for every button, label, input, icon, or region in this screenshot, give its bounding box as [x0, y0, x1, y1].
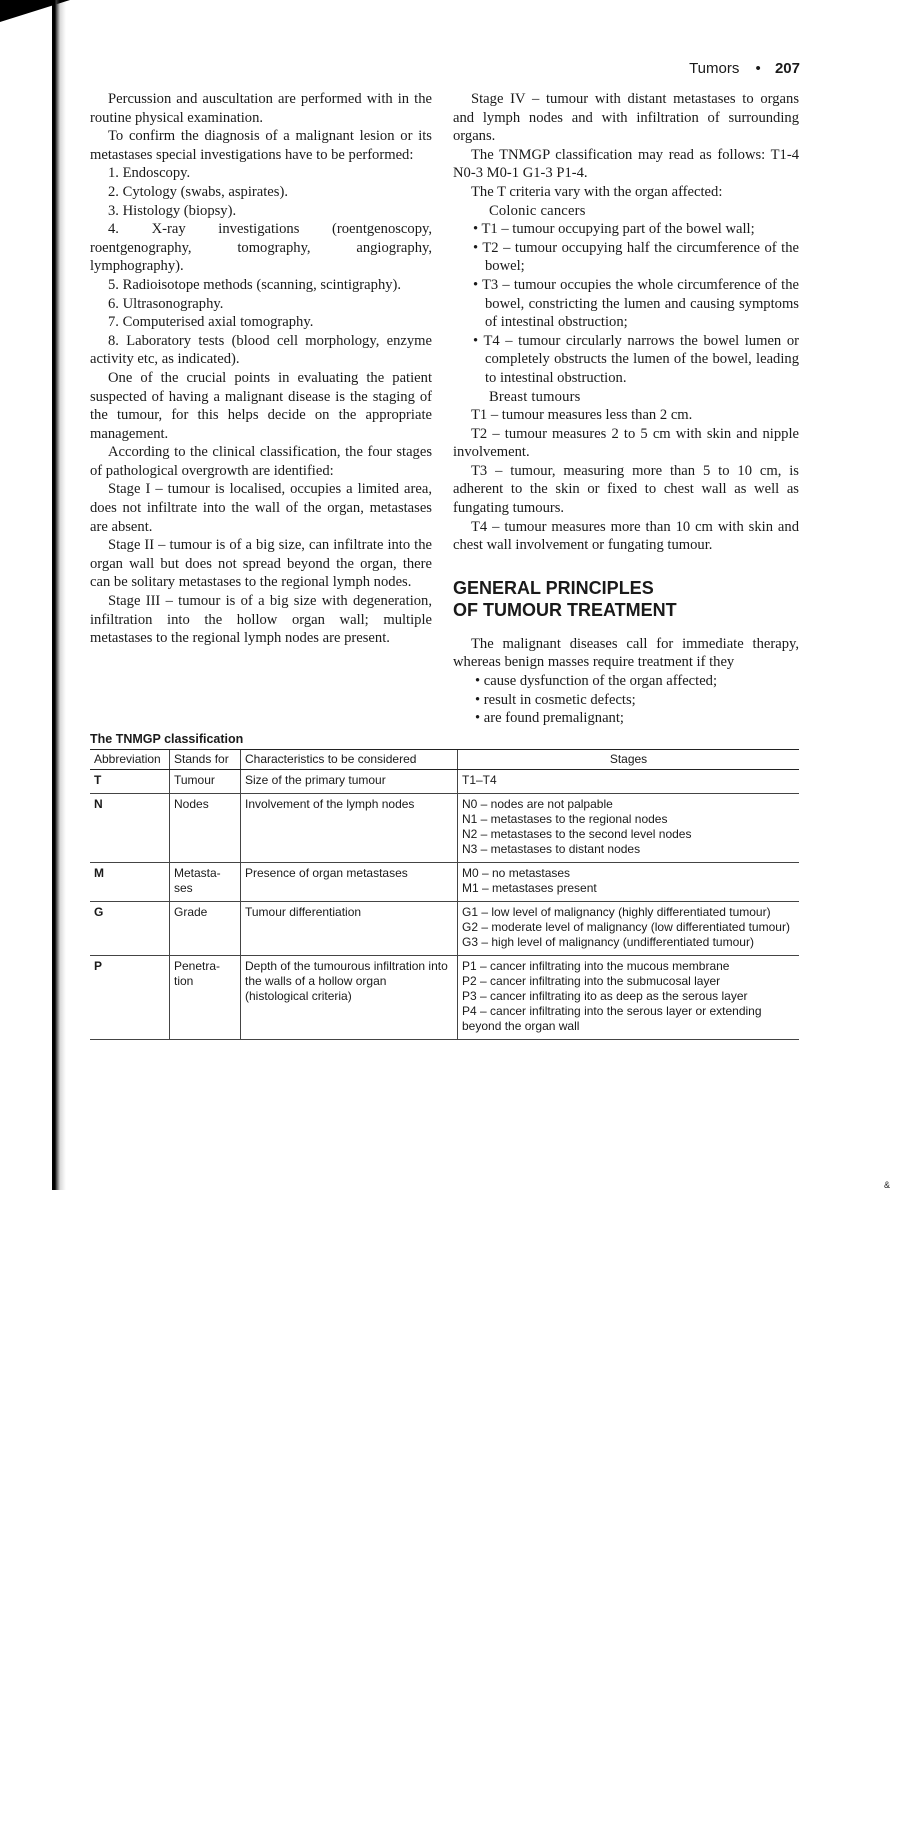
stages-cell: [458, 863, 800, 902]
list-item: • result in cosmetic defects;: [475, 691, 636, 708]
stage-line: G2 – moderate level of malignancy (low differentiated tumour): [462, 920, 790, 934]
list-item: • T2 – tumour occupying half the circumference of the bowel;: [473, 239, 799, 275]
running-title: Tumors: [689, 60, 740, 77]
list-item: • are found premalignant;: [475, 710, 624, 727]
paragraph: The T criteria vary with the organ affected:: [471, 183, 723, 200]
colonic-cancers-subtitle: Colonic cancers: [489, 202, 586, 219]
table-row: [90, 770, 799, 794]
heading-line: GENERAL PRINCIPLES: [453, 577, 654, 598]
header-separator: •: [755, 60, 761, 77]
right-column: [453, 90, 799, 728]
stage-line: M0 – no metastases: [462, 866, 571, 880]
abbreviation-cell: P: [90, 956, 170, 1040]
list-item: • T3 – tumour occupies the whole circumference of the bowel, constricting the lumen and causing symptoms of intestinal obstruction;: [473, 276, 799, 331]
stage-line: P4 – cancer infiltrating into the serous layer or extending beyond the organ wall: [462, 1004, 762, 1033]
table-row: [90, 794, 799, 863]
margin-mark: &: [884, 1180, 891, 1190]
characteristics-cell: Size of the primary tumour: [241, 770, 458, 794]
list-item: 7. Computerised axial tomography.: [108, 314, 314, 331]
characteristics-cell: Tumour differentiation: [241, 902, 458, 956]
page-number: 207: [774, 60, 800, 77]
abbreviation-cell: T: [90, 770, 170, 794]
running-header: [668, 60, 800, 82]
list-item: 2. Cytology (swabs, aspirates).: [108, 183, 288, 200]
paragraph: According to the clinical classification, the four stages of pathological overgrowth are identified:: [90, 444, 432, 479]
stands-for-cell: Penetra-tion: [170, 956, 241, 1040]
stands-for-cell: Metasta-ses: [170, 863, 241, 902]
stage-line: N1 – metastases to the regional nodes: [462, 812, 668, 826]
stage-2-paragraph: Stage II – tumour is of a big size, can infiltrate into the organ wall but does not spread beyond the organ, there can be solitary metastases to the regional lymph nodes.: [90, 537, 432, 591]
table-title: The TNMGP classification: [90, 732, 244, 746]
table-header-row: [90, 750, 799, 770]
list-item: 8. Laboratory tests (blood cell morphology, enzyme activity etc, as indicated).: [90, 332, 432, 368]
stands-for-cell: Tumour: [170, 770, 241, 794]
list-item: T2 – tumour measures 2 to 5 cm with skin and nipple involvement.: [453, 425, 799, 461]
list-item: T4 – tumour measures more than 10 cm with skin and chest wall involvement or fungating tumour.: [453, 518, 799, 554]
book-binding-shadow: [52, 0, 66, 1190]
abbreviation-cell: G: [90, 902, 170, 956]
paragraph: The TNMGP classification may read as follows: T1-4 N0-3 M0-1 G1-3 P1-4.: [453, 146, 799, 182]
list-item: 5. Radioisotope methods (scanning, scintigraphy).: [108, 276, 402, 293]
characteristics-cell: Involvement of the lymph nodes: [241, 794, 458, 863]
stage-line: N2 – metastases to the second level nodes: [462, 827, 692, 841]
abbreviation-cell: N: [90, 794, 170, 863]
paragraph: The malignant diseases call for immediate therapy, whereas benign masses require treatment if they: [453, 635, 799, 671]
section-heading: [453, 577, 799, 621]
stage-3-paragraph: Stage III – tumour is of a big size with degeneration, infiltration into the hollow organ wall; multiple metastases to the regional lymph nodes are present.: [90, 593, 432, 647]
paragraph: Percussion and auscultation are performed with in the routine physical examination.: [90, 91, 432, 126]
list-item: 6. Ultrasonography.: [108, 295, 224, 312]
stage-line: G1 – low level of malignancy (highly differentiated tumour): [462, 905, 771, 919]
column-header: Stands for: [170, 750, 241, 770]
stage-line: N3 – metastases to distant nodes: [462, 842, 641, 856]
stage-1-paragraph: Stage I – tumour is localised, occupies a limited area, does not infiltrate into the wall of the organ, metastases are absent.: [90, 481, 432, 535]
breast-tumours-subtitle: Breast tumours: [489, 388, 581, 405]
stage-line: N0 – nodes are not palpable: [462, 797, 613, 811]
heading-line: OF TUMOUR TREATMENT: [453, 599, 677, 620]
characteristics-cell: Depth of the tumourous infiltration into the walls of a hollow organ (histological criteria): [241, 956, 458, 1040]
table-row: [90, 956, 799, 1040]
stages-cell: [458, 956, 800, 1040]
column-header: Characteristics to be considered: [241, 750, 458, 770]
stage-line: P1 – cancer infiltrating into the mucous membrane: [462, 959, 730, 973]
stands-for-cell: Grade: [170, 902, 241, 956]
list-item: 1. Endoscopy.: [108, 165, 191, 182]
stage-line: G3 – high level of malignancy (undifferentiated tumour): [462, 935, 754, 949]
column-header: Stages: [458, 750, 800, 770]
stages-cell: [458, 794, 800, 863]
characteristics-cell: Presence of organ metastases: [241, 863, 458, 902]
table-row: [90, 902, 799, 956]
stage-line: M1 – metastases present: [462, 881, 597, 895]
stands-for-cell: Nodes: [170, 794, 241, 863]
table-row: [90, 863, 799, 902]
left-column: [90, 90, 432, 648]
column-header: Abbreviation: [90, 750, 170, 770]
stage-line: T1–T4: [462, 773, 497, 787]
list-item: T3 – tumour, measuring more than 5 to 10 cm, is adherent to the skin or fixed to chest wall as well as fungating tumours.: [453, 462, 799, 517]
stage-4-paragraph: Stage IV – tumour with distant metastases to organs and lymph nodes and with infiltration of surrounding organs.: [453, 91, 799, 145]
stages-cell: [458, 770, 800, 794]
list-item: 3. Histology (biopsy).: [108, 202, 237, 219]
list-item: • cause dysfunction of the organ affected;: [475, 673, 718, 690]
list-item: • T1 – tumour occupying part of the bowel wall;: [473, 221, 755, 238]
list-item: • T4 – tumour circularly narrows the bowel lumen or completely obstructs the lumen of the bowel, leading to intestinal obstruction.: [473, 332, 799, 386]
stage-line: P2 – cancer infiltrating into the submucosal layer: [462, 974, 721, 988]
stage-line: P3 – cancer infiltrating ito as deep as the serous layer: [462, 989, 748, 1003]
abbreviation-cell: M: [90, 863, 170, 902]
list-item: T1 – tumour measures less than 2 cm.: [471, 407, 693, 424]
stages-cell: [458, 902, 800, 956]
paragraph: To confirm the diagnosis of a malignant lesion or its metastases special investigations have to be performed:: [90, 128, 432, 163]
list-item: 4. X-ray investigations (roentgenoscopy, roentgenography, tomography, angiography, lymphography).: [90, 221, 432, 275]
paragraph: One of the crucial points in evaluating the patient suspected of having a malignant disease is the staging of the tumour, for this helps decide on the appropriate management.: [90, 369, 432, 442]
tnmgp-table: [90, 749, 799, 1040]
